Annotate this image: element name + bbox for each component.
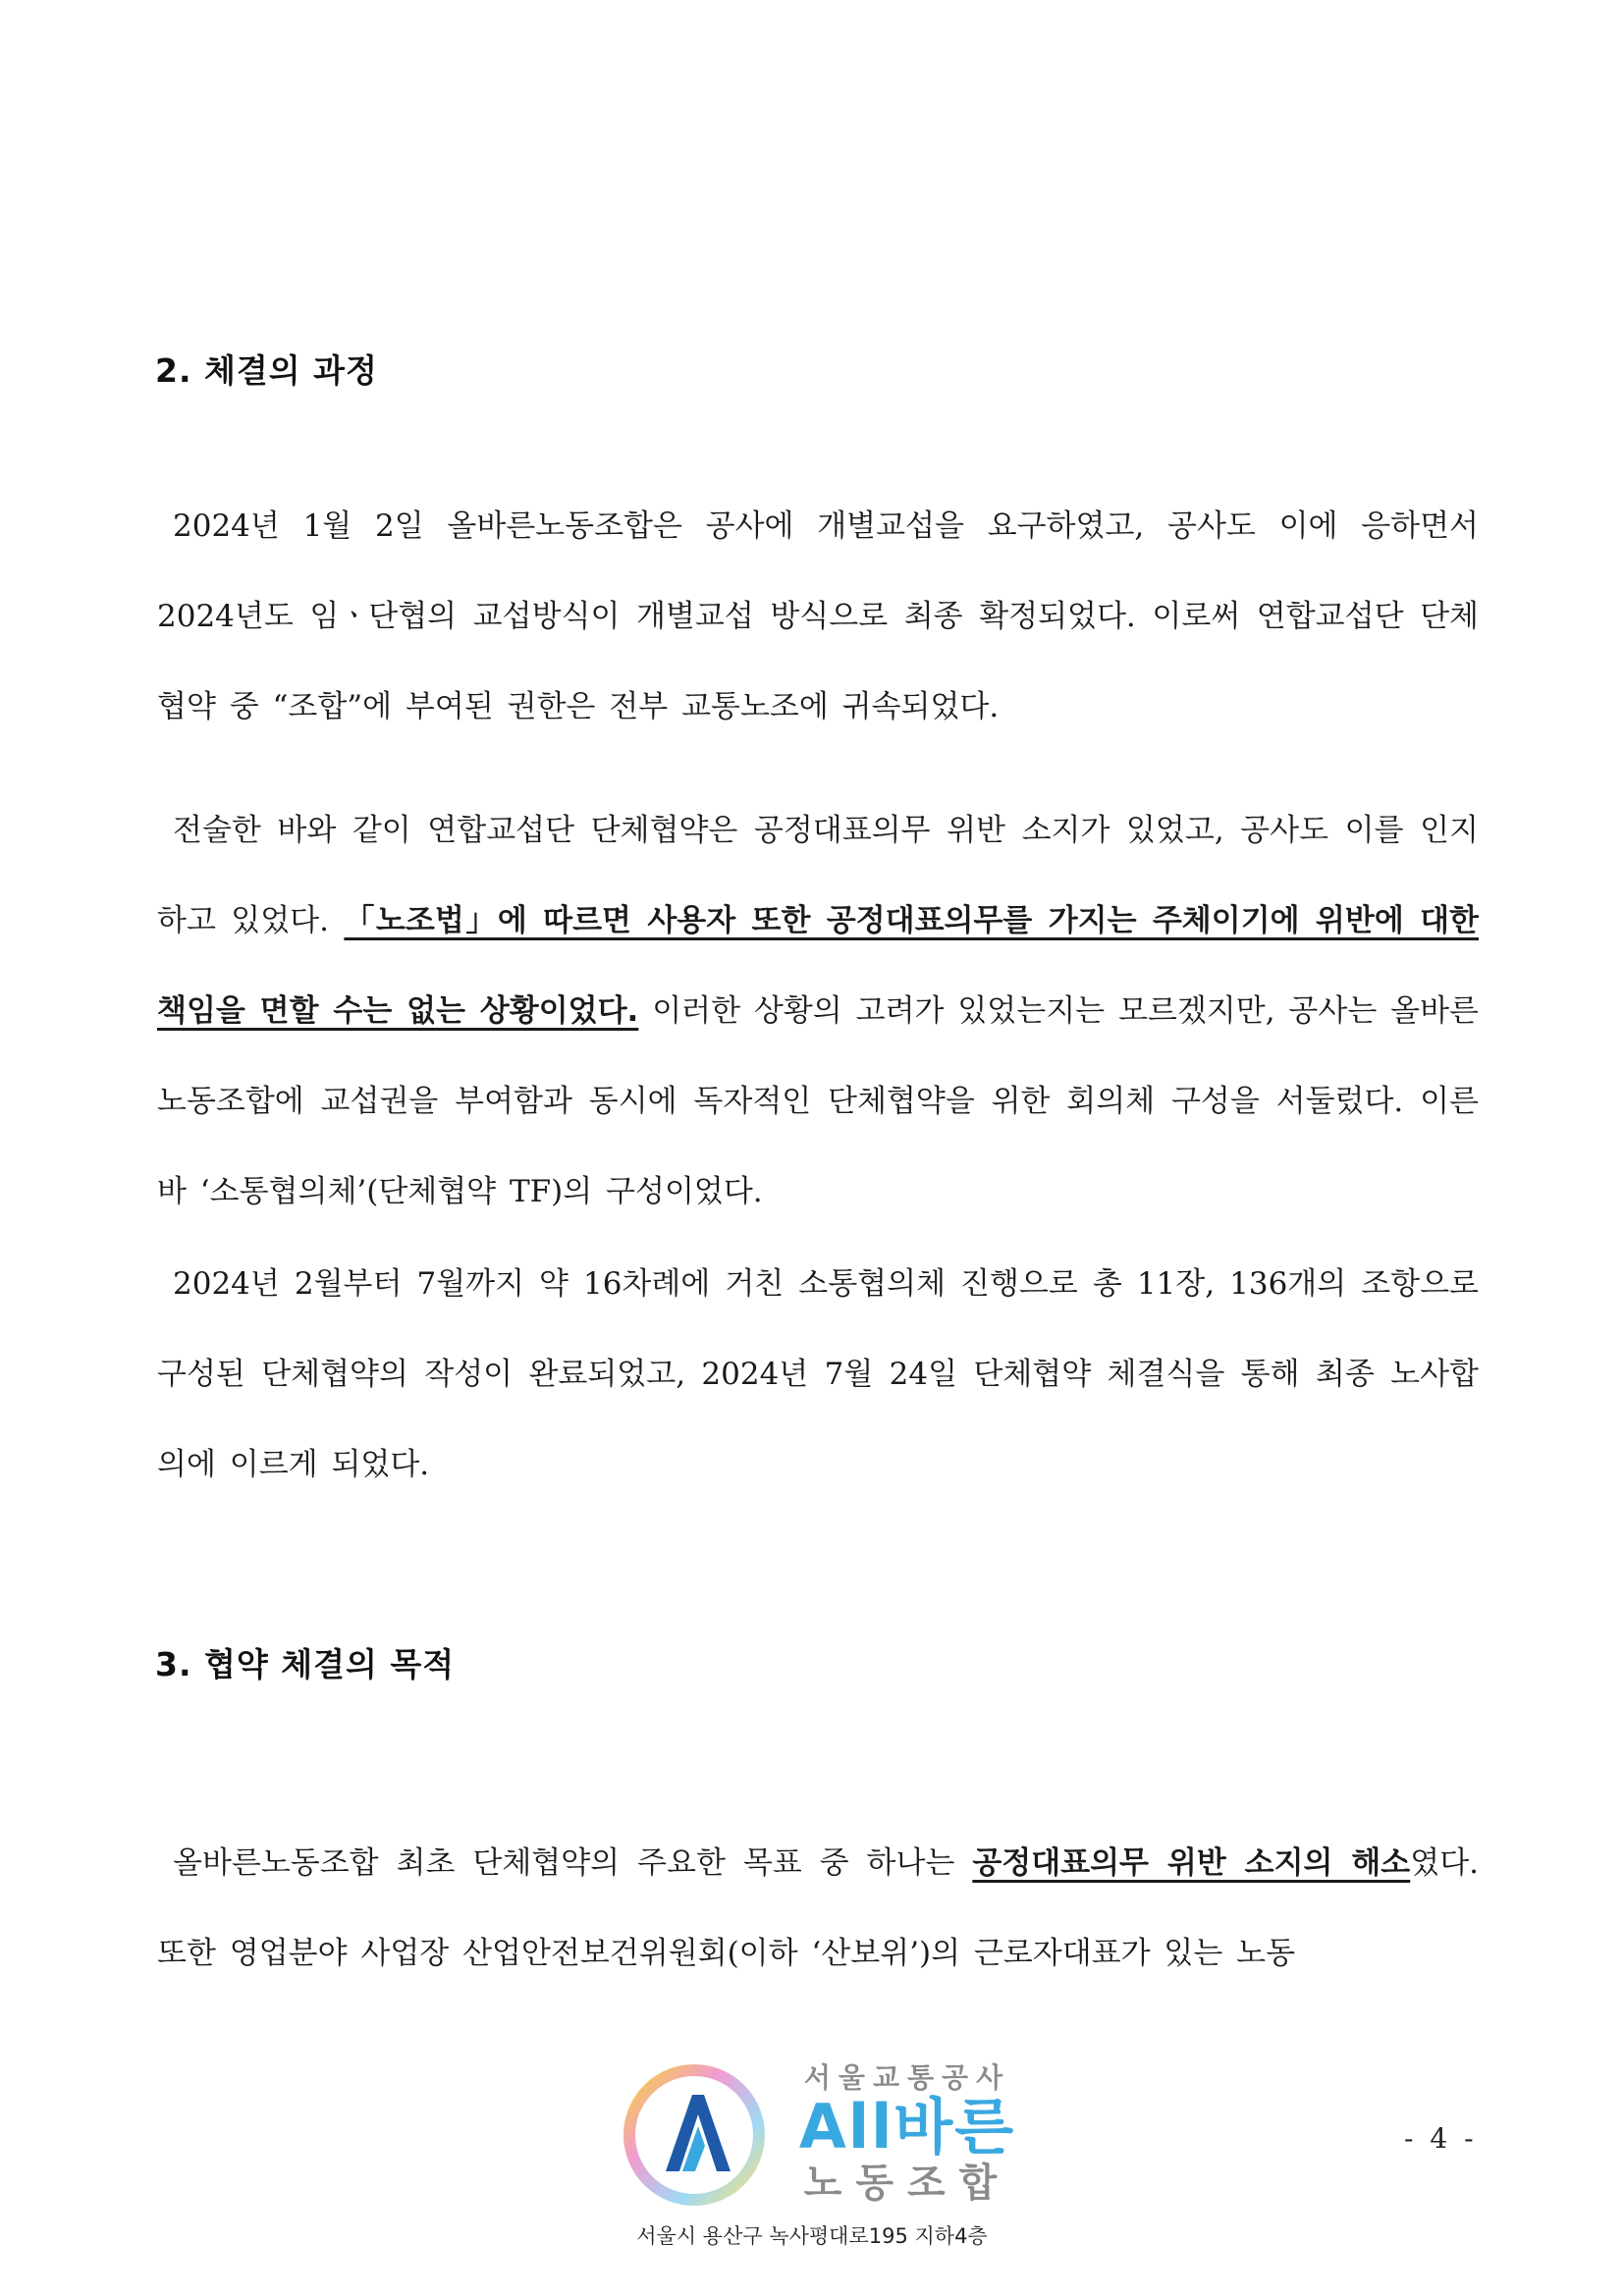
union-logo [621, 2061, 1016, 2209]
section-3-heading: 3. 협약 체결의 목적 [155, 1645, 456, 1683]
section-2-paragraph-2 [157, 785, 1479, 1237]
paragraph-text: 올바른노동조합 최초 단체협약의 주요한 목표 중 하나는 [173, 1845, 973, 1881]
paragraph-text: 이러한 상황의 고려가 있었는지는 모르겠지만, 공사는 올바른노동조합에 교섭권을 부여함과 동시에 독자적인 단체협약을 위한 회의체 구성을 서둘렀다. 이른바 ‘소통협의체’(단체협약 TF)의 구성이었다. [157, 993, 1479, 1209]
section-3-paragraph-1 [157, 1818, 1479, 1999]
logo-line-2: All바른 [798, 2091, 1016, 2163]
paragraph-text: 2024년 2월부터 7월까지 약 16차례에 거친 소통협의체 진행으로 총 11장, 136개의 조항으로 구성된 단체협약의 작성이 완료되었고, 2024년 7월 24일 단체협약 체결식을 통해 최종 노사합의에 이르게 되었다. [157, 1266, 1479, 1482]
emphasized-text: 공정대표의무 위반 소지의 해소 [972, 1845, 1411, 1881]
emphasized-text: 「노조법」에 따르면 사용자 또한 공정대표의무를 가지는 주체이기에 위반에 대한 책임을 면할 수는 없는 상황이었다. [157, 903, 1480, 1029]
section-2-heading: 2. 체결의 과정 [155, 351, 378, 390]
paragraph-text: 전술한 바와 같이 연합교섭단 단체협약은 공정대표의무 위반 소지가 있었고, 공사도 이를 인지하고 있었다. [157, 813, 1479, 938]
logo-line-1: 서울교통공사 [803, 2061, 1011, 2094]
page-number: - 4 - [1404, 2122, 1478, 2155]
section-2-paragraph-1 [157, 481, 1479, 752]
logo-wordmark [789, 2061, 1025, 2207]
union-A-logo-icon [621, 2061, 768, 2209]
logo-line-3: 노동조합 [803, 2161, 1011, 2206]
paragraph-text: 2024년 1월 2일 올바른노동조합은 공사에 개별교섭을 요구하였고, 공사도 이에 응하면서 2024년도 임ㆍ단협의 교섭방식이 개별교섭 방식으로 최종 확정되었다. 이로써 연합교섭단 단체협약 중 “조합”에 부여된 권한은 전부 교통노조에 귀속되었다. [157, 508, 1479, 724]
section-2-paragraph-3 [157, 1239, 1479, 1510]
footer-address: 서울시 용산구 녹사평대로195 지하4층 [636, 2224, 988, 2248]
paragraph-text: 였다. 또한 영업분야 사업장 산업안전보건위원회(이하 ‘산보위’)의 근로자대표가 있는 노동 [157, 1845, 1480, 1971]
